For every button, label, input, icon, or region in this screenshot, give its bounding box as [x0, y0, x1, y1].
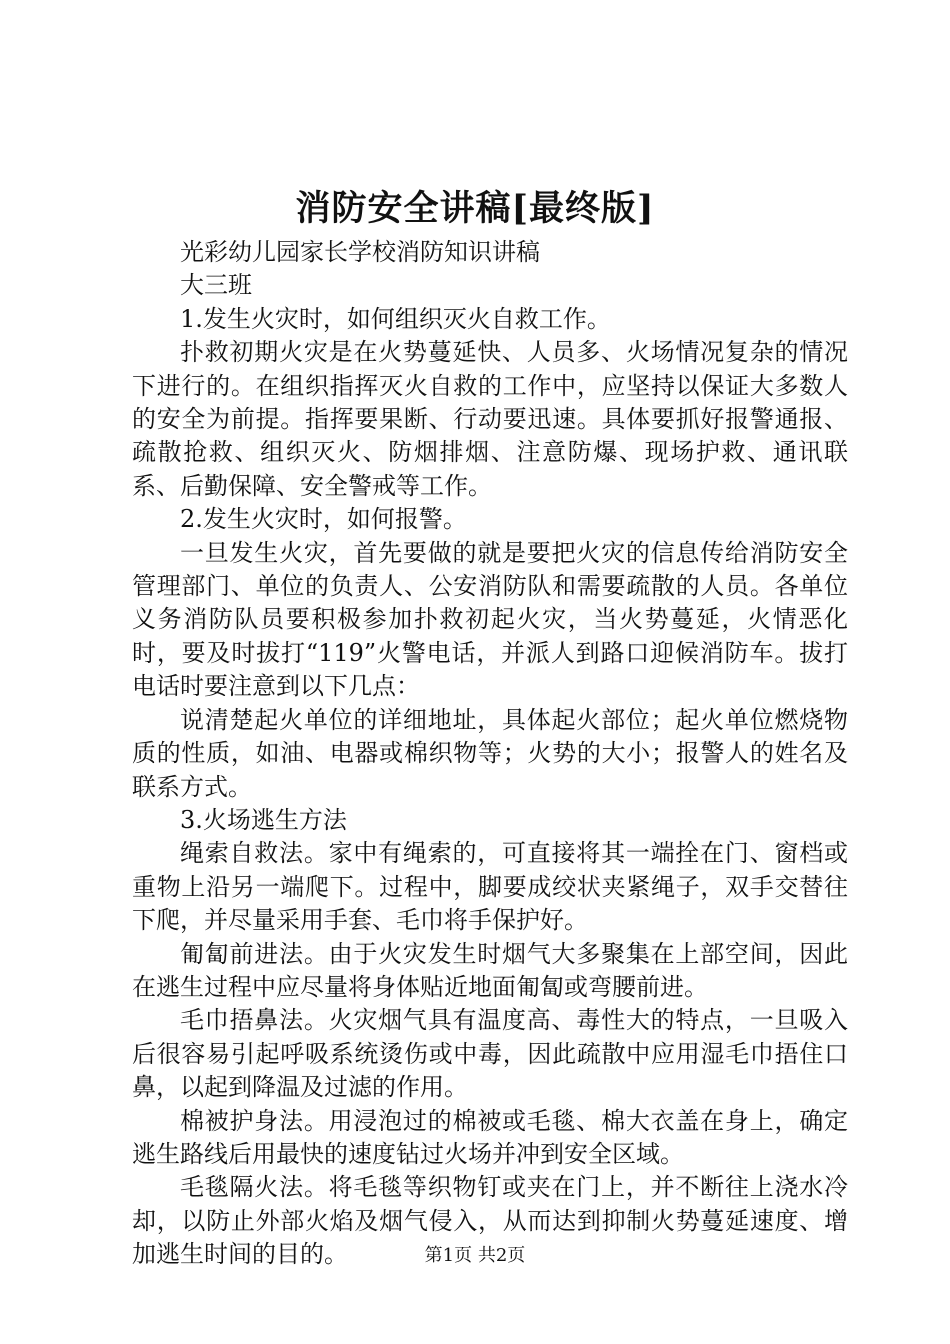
paragraph: 毛毯隔火法。将毛毯等织物钉或夹在门上，并不断往上浇水冷却，以防止外部火焰及烟气侵入，从而达到抑制火势蔓延速度、增加逃生时间的目的。 — [132, 1173, 848, 1269]
paragraph: 棉被护身法。用浸泡过的棉被或毛毯、棉大衣盖在身上，确定逃生路线后用最快的速度钻过火场并冲到安全区域。 — [132, 1106, 848, 1168]
paragraph: 毛巾捂鼻法。火灾烟气具有温度高、毒性大的特点，一旦吸入后很容易引起呼吸系统烫伤或中毒，因此疏散中应用湿毛巾捂住口鼻，以起到降温及过滤的作用。 — [132, 1006, 848, 1102]
paragraph: 扑救初期火灾是在火势蔓延快、人员多、火场情况复杂的情况下进行的。在组织指挥灭火自救的工作中，应坚持以保证大多数人的安全为前提。指挥要果断、行动要迅速。具体要抓好报警通报、疏散抢救、组织灭火、防烟排烟、注意防爆、现场护救、通讯联系、后勤保障、安全警戒等工作。 — [132, 338, 848, 500]
section-heading-2: 2.发生火灾时，如何报警。 — [180, 505, 467, 534]
paragraph-class: 大三班 — [180, 271, 252, 300]
document-title: 消防安全讲稿[最终版] — [295, 188, 655, 229]
paragraph: 绳索自救法。家中有绳索的，可直接将其一端拴在门、窗档或重物上沿另一端爬下。过程中，脚要成绞状夹紧绳子，双手交替往下爬，并尽量采用手套、毛巾将手保护好。 — [132, 839, 848, 935]
paragraph-subtitle: 光彩幼儿园家长学校消防知识讲稿 — [180, 238, 540, 266]
paragraph: 说清楚起火单位的详细地址，具体起火部位；起火单位燃烧物质的性质，如油、电器或棉织物等；火势的大小；报警人的姓名及联系方式。 — [132, 705, 848, 801]
document-body — [132, 236, 848, 1272]
paragraph: 匍匐前进法。由于火灾发生时烟气大多聚集在上部空间，因此在逃生过程中应尽量将身体贴近地面匍匐或弯腰前进。 — [132, 939, 848, 1001]
page-number: 第1页 共2页 — [424, 1245, 526, 1266]
section-heading-1: 1.发生火灾时，如何组织灭火自救工作。 — [180, 304, 611, 333]
paragraph: 一旦发生火灾，首先要做的就是要把火灾的信息传给消防安全管理部门、单位的负责人、公安消防队和需要疏散的人员。各单位义务消防队员要积极参加扑救初起火灾，当火势蔓延，火情恶化时，要及时拔打“119”火警电话，并派人到路口迎候消防车。拔打电话时要注意到以下几点： — [132, 538, 848, 701]
section-heading-3: 3.火场逃生方法 — [180, 805, 347, 834]
